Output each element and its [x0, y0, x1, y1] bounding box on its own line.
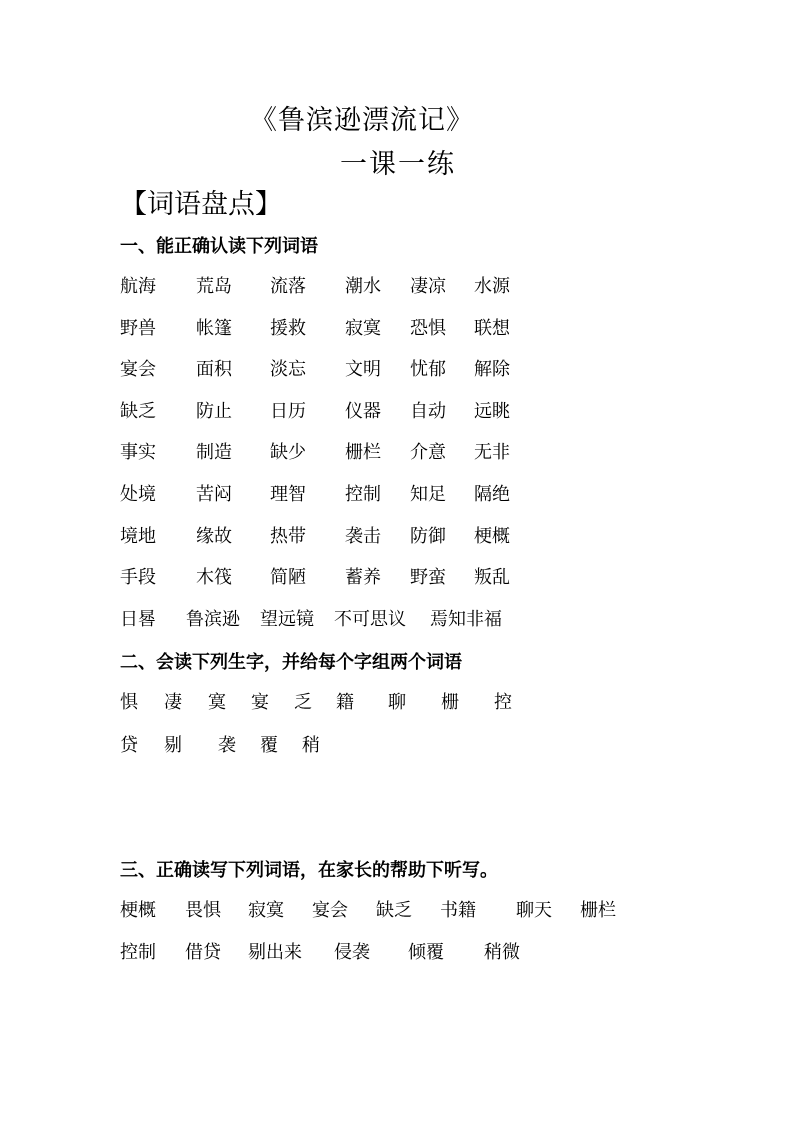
- character: 袭: [218, 735, 236, 756]
- character: 宴: [251, 692, 269, 713]
- word: 忧郁: [410, 359, 446, 380]
- character: 控: [494, 692, 512, 713]
- section-heading: 【词语盘点】: [120, 189, 282, 220]
- word: 望远镜: [260, 609, 314, 630]
- word: 日历: [270, 401, 306, 422]
- word: 苦闷: [196, 484, 232, 505]
- word: 缺少: [270, 442, 306, 463]
- word: 袭击: [345, 526, 381, 547]
- word: 蓄养: [345, 567, 381, 588]
- word: 栅栏: [580, 900, 616, 921]
- word: 帐篷: [196, 318, 232, 339]
- word-row: [120, 563, 680, 591]
- word: 缺乏: [376, 900, 412, 921]
- word: 侵袭: [334, 942, 370, 963]
- word: 援救: [270, 318, 306, 339]
- dictation-row: [120, 896, 680, 924]
- character: 剔: [164, 735, 182, 756]
- character: 稍: [302, 735, 320, 756]
- word: 理智: [270, 484, 306, 505]
- word: 联想: [474, 318, 510, 339]
- part3-title: 三、正确读写下列词语，在家长的帮助下听写。: [120, 860, 498, 881]
- word: 宴会: [312, 900, 348, 921]
- word: 梗概: [120, 900, 156, 921]
- character: 聊: [388, 692, 406, 713]
- word: 借贷: [185, 942, 221, 963]
- word: 潮水: [345, 276, 381, 297]
- word-row: [120, 522, 680, 550]
- word: 寂寞: [248, 900, 284, 921]
- word: 防御: [410, 526, 446, 547]
- word: 野兽: [120, 318, 156, 339]
- word: 自动: [410, 401, 446, 422]
- word: 介意: [410, 442, 446, 463]
- word-row: [120, 438, 680, 466]
- char-row: [120, 688, 680, 716]
- character: 贷: [120, 735, 138, 756]
- word: 控制: [345, 484, 381, 505]
- word: 处境: [120, 484, 156, 505]
- word: 热带: [270, 526, 306, 547]
- word: 书籍: [440, 900, 476, 921]
- word: 航海: [120, 276, 156, 297]
- word: 文明: [345, 359, 381, 380]
- character: 乏: [294, 692, 312, 713]
- word: 叛乱: [474, 567, 510, 588]
- part2-title: 二、会读下列生字，并给每个字组两个词语: [120, 652, 462, 673]
- word: 制造: [196, 442, 232, 463]
- word-row: [120, 355, 680, 383]
- word: 稍微: [484, 942, 520, 963]
- word: 畏惧: [185, 900, 221, 921]
- document-title: 《鲁滨逊漂流记》: [250, 105, 474, 136]
- word: 仪器: [345, 401, 381, 422]
- word-row: [120, 314, 680, 342]
- word: 知足: [410, 484, 446, 505]
- character: 惧: [120, 692, 138, 713]
- word: 简陋: [270, 567, 306, 588]
- word: 寂寞: [345, 318, 381, 339]
- word: 无非: [474, 442, 510, 463]
- word: 宴会: [120, 359, 156, 380]
- character: 栅: [441, 692, 459, 713]
- word: 隔绝: [474, 484, 510, 505]
- word: 面积: [196, 359, 232, 380]
- word: 恐惧: [410, 318, 446, 339]
- word: 剔出来: [248, 942, 302, 963]
- word: 事实: [120, 442, 156, 463]
- char-row: [120, 731, 680, 759]
- word: 梗概: [474, 526, 510, 547]
- word: 缺乏: [120, 401, 156, 422]
- character: 凄: [164, 692, 182, 713]
- word-row: [120, 272, 680, 300]
- word: 鲁滨逊: [186, 609, 240, 630]
- word-row: [120, 480, 680, 508]
- word-row: [120, 397, 680, 425]
- word: 木筏: [196, 567, 232, 588]
- word: 荒岛: [196, 276, 232, 297]
- word: 焉知非福: [430, 609, 502, 630]
- word: 水源: [474, 276, 510, 297]
- document-subtitle: 一课一练: [340, 149, 456, 180]
- word: 远眺: [474, 401, 510, 422]
- word: 不可思议: [334, 609, 406, 630]
- word: 控制: [120, 942, 156, 963]
- word: 境地: [120, 526, 156, 547]
- word: 淡忘: [270, 359, 306, 380]
- character: 寞: [208, 692, 226, 713]
- part1-title: 一、能正确认读下列词语: [120, 236, 318, 257]
- word: 手段: [120, 567, 156, 588]
- word-row: [120, 605, 680, 633]
- dictation-row: [120, 938, 680, 966]
- word: 防止: [196, 401, 232, 422]
- character: 覆: [260, 735, 278, 756]
- word: 日晷: [120, 609, 156, 630]
- word: 野蛮: [410, 567, 446, 588]
- word: 聊天: [516, 900, 552, 921]
- word: 流落: [270, 276, 306, 297]
- word: 凄凉: [410, 276, 446, 297]
- character: 籍: [336, 692, 354, 713]
- word: 缘故: [196, 526, 232, 547]
- word: 解除: [474, 359, 510, 380]
- word: 栅栏: [345, 442, 381, 463]
- word: 倾覆: [408, 942, 444, 963]
